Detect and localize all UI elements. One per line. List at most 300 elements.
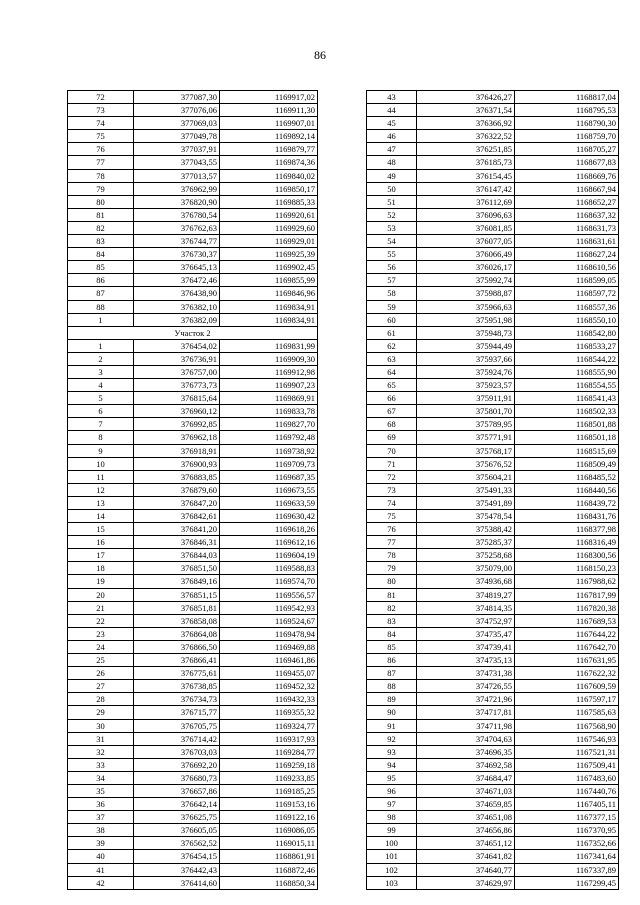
- x-coordinate-cell: 375491,33: [417, 483, 515, 496]
- y-coordinate-cell: 1168557,36: [515, 300, 619, 313]
- x-coordinate-cell: 376026,17: [417, 261, 515, 274]
- table-row: [68, 758, 318, 771]
- x-coordinate-cell: 376703,03: [134, 745, 220, 758]
- y-coordinate-cell: 1168677,83: [515, 156, 619, 169]
- point-number-cell: 8: [68, 431, 134, 444]
- x-coordinate-cell: 376322,52: [417, 130, 515, 143]
- point-number-cell: 30: [68, 719, 134, 732]
- point-number-cell: 49: [367, 169, 417, 182]
- point-number-cell: 78: [367, 549, 417, 562]
- point-number-cell: 81: [367, 588, 417, 601]
- y-coordinate-cell: 1168501,88: [515, 418, 619, 431]
- table-row: [68, 784, 318, 797]
- y-coordinate-cell: 1169524,67: [220, 614, 318, 627]
- y-coordinate-cell: 1169833,78: [220, 405, 318, 418]
- point-number-cell: 82: [367, 601, 417, 614]
- y-coordinate-cell: 1168509,49: [515, 457, 619, 470]
- table-row: [68, 824, 318, 837]
- x-coordinate-cell: 376851,50: [134, 562, 220, 575]
- y-coordinate-cell: 1169284,77: [220, 745, 318, 758]
- point-number-cell: 74: [367, 496, 417, 509]
- x-coordinate-cell: 375676,52: [417, 457, 515, 470]
- point-number-cell: 29: [68, 706, 134, 719]
- y-coordinate-cell: 1167642,70: [515, 640, 619, 653]
- table-row: [367, 549, 619, 562]
- page-number: 86: [314, 48, 326, 62]
- table-row: [68, 235, 318, 248]
- y-coordinate-cell: 1168555,90: [515, 365, 619, 378]
- point-number-cell: 86: [68, 274, 134, 287]
- x-coordinate-cell: 376147,42: [417, 182, 515, 195]
- y-coordinate-cell: 1169912,98: [220, 365, 318, 378]
- table-row: [68, 117, 318, 130]
- x-coordinate-cell: 375924,76: [417, 365, 515, 378]
- y-coordinate-cell: 1168439,72: [515, 496, 619, 509]
- table-row: [68, 91, 318, 104]
- y-coordinate-cell: 1168817,04: [515, 91, 619, 104]
- y-coordinate-cell: 1169874,36: [220, 156, 318, 169]
- x-coordinate-cell: 376382,10: [134, 300, 220, 313]
- table-row: [68, 208, 318, 221]
- table-row: [367, 850, 619, 863]
- x-coordinate-cell: 375789,95: [417, 418, 515, 431]
- table-row: [367, 667, 619, 680]
- y-coordinate-cell: 1167585,63: [515, 706, 619, 719]
- coordinates-table-left: [67, 90, 318, 890]
- y-coordinate-cell: 1168316,49: [515, 536, 619, 549]
- point-number-cell: 92: [367, 732, 417, 745]
- y-coordinate-cell: 1167644,22: [515, 627, 619, 640]
- point-number-cell: 61: [367, 326, 417, 339]
- table-row: [367, 339, 619, 352]
- y-coordinate-cell: 1168544,22: [515, 352, 619, 365]
- point-number-cell: 1: [68, 339, 134, 352]
- table-row: [68, 418, 318, 431]
- table-row: [68, 523, 318, 536]
- point-number-cell: 22: [68, 614, 134, 627]
- y-coordinate-cell: 1169850,17: [220, 182, 318, 195]
- x-coordinate-cell: 376736,91: [134, 352, 220, 365]
- x-coordinate-cell: 376705,75: [134, 719, 220, 732]
- point-number-cell: 102: [367, 863, 417, 876]
- x-coordinate-cell: 374659,85: [417, 798, 515, 811]
- table-row: [367, 719, 619, 732]
- y-coordinate-cell: 1169574,70: [220, 575, 318, 588]
- table-row: [68, 562, 318, 575]
- x-coordinate-cell: 375285,37: [417, 536, 515, 549]
- x-coordinate-cell: 376382,09: [134, 313, 220, 326]
- table-row: [68, 614, 318, 627]
- table-row: [68, 510, 318, 523]
- x-coordinate-cell: 376844,03: [134, 549, 220, 562]
- table-row: [367, 117, 619, 130]
- y-coordinate-cell: 1169432,33: [220, 693, 318, 706]
- table-row: [367, 143, 619, 156]
- x-coordinate-cell: 375992,74: [417, 274, 515, 287]
- y-coordinate-cell: 1168599,05: [515, 274, 619, 287]
- x-coordinate-cell: 376562,52: [134, 837, 220, 850]
- y-coordinate-cell: 1168502,33: [515, 405, 619, 418]
- y-coordinate-cell: 1169869,91: [220, 392, 318, 405]
- point-number-cell: 83: [68, 235, 134, 248]
- y-coordinate-cell: 1168541,43: [515, 392, 619, 405]
- point-number-cell: 69: [367, 431, 417, 444]
- table-row: [367, 614, 619, 627]
- point-number-cell: 97: [367, 798, 417, 811]
- table-row: [68, 706, 318, 719]
- table-row: [367, 300, 619, 313]
- table-row: [68, 575, 318, 588]
- y-coordinate-cell: 1167609,59: [515, 680, 619, 693]
- point-number-cell: 32: [68, 745, 134, 758]
- y-coordinate-cell: 1167370,95: [515, 824, 619, 837]
- x-coordinate-cell: 376815,64: [134, 392, 220, 405]
- table-row: [68, 143, 318, 156]
- table-row: [68, 719, 318, 732]
- y-coordinate-cell: 1169917,02: [220, 91, 318, 104]
- y-coordinate-cell: 1168705,27: [515, 143, 619, 156]
- table-row: [68, 876, 318, 889]
- point-number-cell: 77: [367, 536, 417, 549]
- point-number-cell: 78: [68, 169, 134, 182]
- x-coordinate-cell: 376738,85: [134, 680, 220, 693]
- y-coordinate-cell: 1169929,01: [220, 235, 318, 248]
- x-coordinate-cell: 375951,98: [417, 313, 515, 326]
- point-number-cell: 6: [68, 405, 134, 418]
- x-coordinate-cell: 376773,73: [134, 379, 220, 392]
- point-number-cell: 90: [367, 706, 417, 719]
- point-number-cell: 4: [68, 379, 134, 392]
- table-row: [68, 182, 318, 195]
- x-coordinate-cell: 374731,38: [417, 667, 515, 680]
- point-number-cell: 54: [367, 235, 417, 248]
- table-row: [367, 379, 619, 392]
- x-coordinate-cell: 376775,61: [134, 667, 220, 680]
- point-number-cell: 12: [68, 483, 134, 496]
- y-coordinate-cell: 1169086,05: [220, 824, 318, 837]
- point-number-cell: 23: [68, 627, 134, 640]
- x-coordinate-cell: 376851,81: [134, 601, 220, 614]
- section-header-row: [68, 326, 318, 339]
- y-coordinate-cell: 1169879,77: [220, 143, 318, 156]
- x-coordinate-cell: 376962,99: [134, 182, 220, 195]
- y-coordinate-cell: 1169738,92: [220, 444, 318, 457]
- x-coordinate-cell: 376625,75: [134, 811, 220, 824]
- x-coordinate-cell: 376692,20: [134, 758, 220, 771]
- y-coordinate-cell: 1167405,11: [515, 798, 619, 811]
- table-row: [68, 549, 318, 562]
- x-coordinate-cell: 374735,47: [417, 627, 515, 640]
- y-coordinate-cell: 1169885,33: [220, 195, 318, 208]
- table-row: [367, 274, 619, 287]
- y-coordinate-cell: 1169469,88: [220, 640, 318, 653]
- y-coordinate-cell: 1167817,99: [515, 588, 619, 601]
- y-coordinate-cell: 1169687,35: [220, 470, 318, 483]
- x-coordinate-cell: 376096,63: [417, 208, 515, 221]
- table-row: [367, 863, 619, 876]
- y-coordinate-cell: 1169259,18: [220, 758, 318, 771]
- point-number-cell: 10: [68, 457, 134, 470]
- table-row: [68, 811, 318, 824]
- point-number-cell: 99: [367, 824, 417, 837]
- x-coordinate-cell: 376426,27: [417, 91, 515, 104]
- table-row: [68, 169, 318, 182]
- point-number-cell: 13: [68, 496, 134, 509]
- table-row: [68, 221, 318, 234]
- point-number-cell: 16: [68, 536, 134, 549]
- point-number-cell: 100: [367, 837, 417, 850]
- table-row: [367, 876, 619, 889]
- x-coordinate-cell: 376962,18: [134, 431, 220, 444]
- point-number-cell: 79: [68, 182, 134, 195]
- table-row: [367, 510, 619, 523]
- table-row: [367, 536, 619, 549]
- table-row: [68, 667, 318, 680]
- y-coordinate-cell: 1169452,32: [220, 680, 318, 693]
- point-number-cell: 1: [68, 313, 134, 326]
- y-coordinate-cell: 1168850,34: [220, 876, 318, 889]
- section-title: Участок 2: [68, 326, 318, 339]
- y-coordinate-cell: 1168150,23: [515, 562, 619, 575]
- point-number-cell: 74: [68, 117, 134, 130]
- point-number-cell: 60: [367, 313, 417, 326]
- y-coordinate-cell: 1167483,60: [515, 771, 619, 784]
- x-coordinate-cell: 376442,43: [134, 863, 220, 876]
- point-number-cell: 80: [367, 575, 417, 588]
- y-coordinate-cell: 1169630,42: [220, 510, 318, 523]
- y-coordinate-cell: 1168872,46: [220, 863, 318, 876]
- y-coordinate-cell: 1168550,10: [515, 313, 619, 326]
- x-coordinate-cell: 375478,54: [417, 510, 515, 523]
- point-number-cell: 87: [68, 287, 134, 300]
- y-coordinate-cell: 1169633,59: [220, 496, 318, 509]
- y-coordinate-cell: 1169588,83: [220, 562, 318, 575]
- point-number-cell: 18: [68, 562, 134, 575]
- table-row: [367, 104, 619, 117]
- y-coordinate-cell: 1169892,14: [220, 130, 318, 143]
- table-row: [367, 169, 619, 182]
- x-coordinate-cell: 376472,46: [134, 274, 220, 287]
- x-coordinate-cell: 376780,54: [134, 208, 220, 221]
- y-coordinate-cell: 1167568,90: [515, 719, 619, 732]
- table-row: [68, 392, 318, 405]
- table-row: [367, 352, 619, 365]
- table-row: [68, 300, 318, 313]
- point-number-cell: 101: [367, 850, 417, 863]
- x-coordinate-cell: 376645,13: [134, 261, 220, 274]
- table-row: [367, 431, 619, 444]
- table-row: [68, 745, 318, 758]
- point-number-cell: 91: [367, 719, 417, 732]
- y-coordinate-cell: 1169542,93: [220, 601, 318, 614]
- x-coordinate-cell: 375771,91: [417, 431, 515, 444]
- table-row: [68, 837, 318, 850]
- table-row: [68, 313, 318, 326]
- x-coordinate-cell: 375948,73: [417, 326, 515, 339]
- x-coordinate-cell: 376066,49: [417, 248, 515, 261]
- y-coordinate-cell: 1167377,15: [515, 811, 619, 824]
- y-coordinate-cell: 1167521,31: [515, 745, 619, 758]
- x-coordinate-cell: 374717,81: [417, 706, 515, 719]
- table-row: [68, 248, 318, 261]
- x-coordinate-cell: 375801,70: [417, 405, 515, 418]
- y-coordinate-cell: 1169902,45: [220, 261, 318, 274]
- point-number-cell: 9: [68, 444, 134, 457]
- point-number-cell: 48: [367, 156, 417, 169]
- y-coordinate-cell: 1168652,27: [515, 195, 619, 208]
- point-number-cell: 2: [68, 352, 134, 365]
- y-coordinate-cell: 1169909,30: [220, 352, 318, 365]
- table-row: [68, 771, 318, 784]
- point-number-cell: 27: [68, 680, 134, 693]
- point-number-cell: 3: [68, 365, 134, 378]
- x-coordinate-cell: 374656,86: [417, 824, 515, 837]
- point-number-cell: 46: [367, 130, 417, 143]
- point-number-cell: 62: [367, 339, 417, 352]
- table-row: [367, 483, 619, 496]
- y-coordinate-cell: 1169015,11: [220, 837, 318, 850]
- point-number-cell: 55: [367, 248, 417, 261]
- table-row: [367, 745, 619, 758]
- y-coordinate-cell: 1169185,25: [220, 784, 318, 797]
- y-coordinate-cell: 1167440,76: [515, 784, 619, 797]
- point-number-cell: 81: [68, 208, 134, 221]
- x-coordinate-cell: 376714,42: [134, 732, 220, 745]
- y-coordinate-cell: 1167546,93: [515, 732, 619, 745]
- point-number-cell: 83: [367, 614, 417, 627]
- y-coordinate-cell: 1167597,17: [515, 693, 619, 706]
- x-coordinate-cell: 374739,41: [417, 640, 515, 653]
- point-number-cell: 84: [68, 248, 134, 261]
- x-coordinate-cell: 376438,90: [134, 287, 220, 300]
- x-coordinate-cell: 375768,17: [417, 444, 515, 457]
- point-number-cell: 11: [68, 470, 134, 483]
- x-coordinate-cell: 376454,15: [134, 850, 220, 863]
- table-row: [367, 798, 619, 811]
- point-number-cell: 86: [367, 654, 417, 667]
- x-coordinate-cell: 375491,89: [417, 496, 515, 509]
- point-number-cell: 64: [367, 365, 417, 378]
- table-row: [367, 392, 619, 405]
- point-number-cell: 76: [367, 523, 417, 536]
- x-coordinate-cell: 376454,02: [134, 339, 220, 352]
- y-coordinate-cell: 1168610,56: [515, 261, 619, 274]
- x-coordinate-cell: 376734,73: [134, 693, 220, 706]
- point-number-cell: 50: [367, 182, 417, 195]
- table-row: [367, 365, 619, 378]
- y-coordinate-cell: 1168431,76: [515, 510, 619, 523]
- table-row: [367, 248, 619, 261]
- table-row: [367, 758, 619, 771]
- y-coordinate-cell: 1169834,91: [220, 300, 318, 313]
- y-coordinate-cell: 1169612,16: [220, 536, 318, 549]
- table-row: [68, 627, 318, 640]
- x-coordinate-cell: 376849,16: [134, 575, 220, 588]
- y-coordinate-cell: 1169827,70: [220, 418, 318, 431]
- table-row: [367, 693, 619, 706]
- y-coordinate-cell: 1168542,80: [515, 326, 619, 339]
- x-coordinate-cell: 376414,60: [134, 876, 220, 889]
- table-row: [68, 601, 318, 614]
- point-number-cell: 17: [68, 549, 134, 562]
- x-coordinate-cell: 376992,85: [134, 418, 220, 431]
- table-row: [68, 287, 318, 300]
- x-coordinate-cell: 376154,45: [417, 169, 515, 182]
- x-coordinate-cell: 374711,98: [417, 719, 515, 732]
- point-number-cell: 93: [367, 745, 417, 758]
- table-row: [367, 627, 619, 640]
- point-number-cell: 68: [367, 418, 417, 431]
- point-number-cell: 59: [367, 300, 417, 313]
- x-coordinate-cell: 374629,97: [417, 876, 515, 889]
- x-coordinate-cell: 375944,49: [417, 339, 515, 352]
- point-number-cell: 75: [68, 130, 134, 143]
- x-coordinate-cell: 374651,12: [417, 837, 515, 850]
- point-number-cell: 95: [367, 771, 417, 784]
- y-coordinate-cell: 1168554,55: [515, 379, 619, 392]
- y-coordinate-cell: 1169153,16: [220, 798, 318, 811]
- point-number-cell: 94: [367, 758, 417, 771]
- y-coordinate-cell: 1169478,94: [220, 627, 318, 640]
- point-number-cell: 53: [367, 221, 417, 234]
- point-number-cell: 35: [68, 784, 134, 797]
- y-coordinate-cell: 1169355,32: [220, 706, 318, 719]
- table-row: [68, 640, 318, 653]
- x-coordinate-cell: 376366,92: [417, 117, 515, 130]
- x-coordinate-cell: 374735,13: [417, 654, 515, 667]
- point-number-cell: 37: [68, 811, 134, 824]
- x-coordinate-cell: 376605,05: [134, 824, 220, 837]
- point-number-cell: 72: [68, 91, 134, 104]
- x-coordinate-cell: 377076,06: [134, 104, 220, 117]
- table-row: [367, 706, 619, 719]
- x-coordinate-cell: 376371,54: [417, 104, 515, 117]
- x-coordinate-cell: 375923,57: [417, 379, 515, 392]
- point-number-cell: 43: [367, 91, 417, 104]
- x-coordinate-cell: 376864,08: [134, 627, 220, 640]
- point-number-cell: 70: [367, 444, 417, 457]
- y-coordinate-cell: 1168485,52: [515, 470, 619, 483]
- y-coordinate-cell: 1168795,53: [515, 104, 619, 117]
- x-coordinate-cell: 376185,73: [417, 156, 515, 169]
- point-number-cell: 66: [367, 392, 417, 405]
- point-number-cell: 33: [68, 758, 134, 771]
- point-number-cell: 88: [68, 300, 134, 313]
- point-number-cell: 14: [68, 510, 134, 523]
- point-number-cell: 96: [367, 784, 417, 797]
- point-number-cell: 51: [367, 195, 417, 208]
- x-coordinate-cell: 374814,35: [417, 601, 515, 614]
- table-row: [68, 365, 318, 378]
- table-row: [68, 536, 318, 549]
- table-row: [68, 798, 318, 811]
- x-coordinate-cell: 376251,85: [417, 143, 515, 156]
- y-coordinate-cell: 1169709,73: [220, 457, 318, 470]
- table-row: [68, 431, 318, 444]
- table-row: [68, 850, 318, 863]
- point-number-cell: 31: [68, 732, 134, 745]
- y-coordinate-cell: 1169604,19: [220, 549, 318, 562]
- x-coordinate-cell: 376858,08: [134, 614, 220, 627]
- table-row: [68, 352, 318, 365]
- x-coordinate-cell: 374671,03: [417, 784, 515, 797]
- point-number-cell: 79: [367, 562, 417, 575]
- x-coordinate-cell: 376918,91: [134, 444, 220, 457]
- point-number-cell: 39: [68, 837, 134, 850]
- table-row: [367, 811, 619, 824]
- y-coordinate-cell: 1169556,57: [220, 588, 318, 601]
- y-coordinate-cell: 1168533,27: [515, 339, 619, 352]
